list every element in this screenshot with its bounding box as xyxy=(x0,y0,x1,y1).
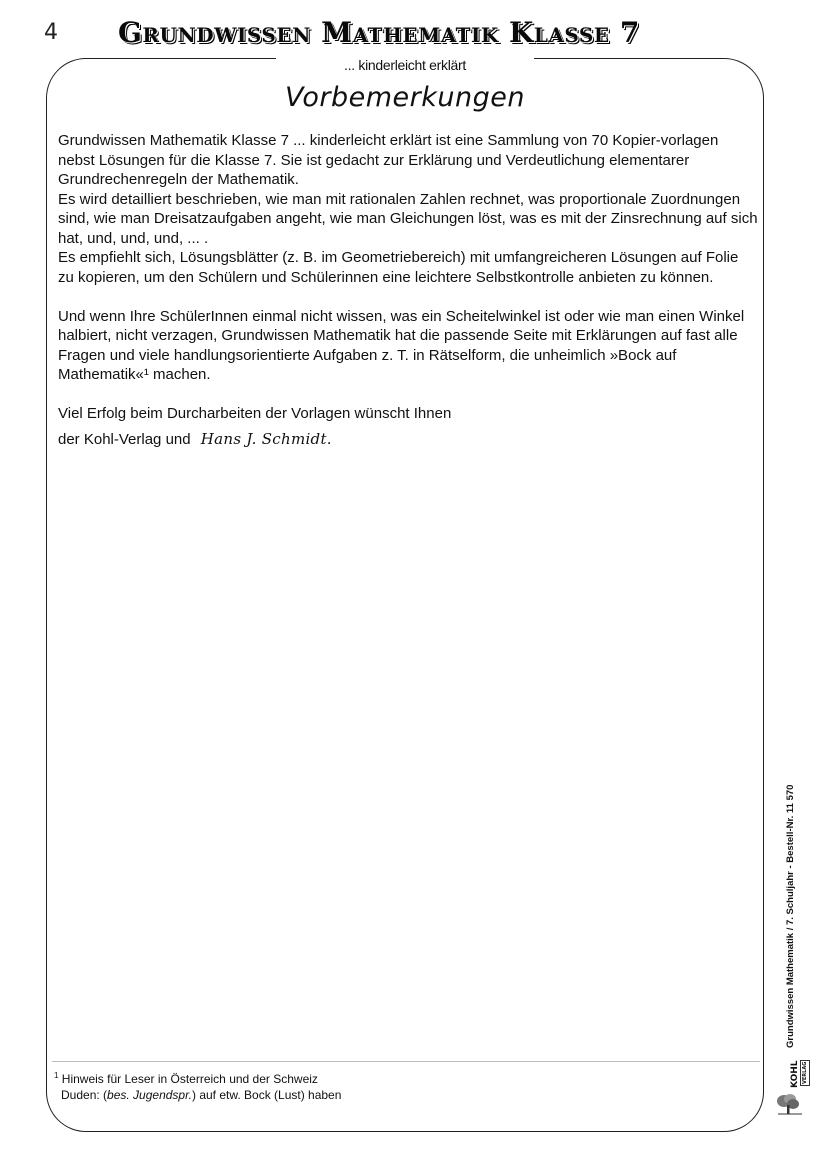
kohl-logo xyxy=(790,1048,812,1088)
footnote-line-1 xyxy=(54,1068,754,1087)
footnote-marker: 1 xyxy=(54,1071,59,1080)
footnote-text-1: Hinweis für Leser in Österreich und der Schweiz xyxy=(61,1072,318,1086)
footnote-divider xyxy=(52,1061,760,1062)
closing-line xyxy=(58,430,758,450)
closing-prefix: der Kohl-Verlag und xyxy=(58,430,191,448)
page-number: 4 xyxy=(44,20,58,45)
body-text xyxy=(58,131,758,449)
tree-icon xyxy=(772,1092,806,1116)
footnote-line-2-suffix: ) auf etw. Bock (Lust) haben xyxy=(191,1088,342,1102)
footnote-line-2-italic: bes. Jugendspr. xyxy=(107,1088,192,1102)
subtitle: ... kinderleicht erklärt xyxy=(344,57,466,73)
header-title: Grundwissen Mathematik Klasse 7 xyxy=(118,16,640,49)
footnote xyxy=(54,1068,754,1103)
paragraph-2: Es wird detailliert beschrieben, wie man mit rationalen Zahlen rechnet, was proportionale Zuordnungen sind, wie man Dreisatzaufgaben angeht, wie man Gleichungen löst, was es mit der Zinsrechnung auf sich hat, und, und, und, ... . xyxy=(58,190,758,247)
paragraph-3: Es empfiehlt sich, Lösungsblätter (z. B. im Geometriebereich) mit umfangreicheren Lösungen auf Folie zu kopieren, um den Schülern und Schülerinnen eine leichtere Selbstkontrolle anbieten zu können. xyxy=(58,249,739,286)
page-heading: Vorbemerkungen xyxy=(285,82,525,113)
paragraph-1: Grundwissen Mathematik Klasse 7 ... kinderleicht erklärt ist eine Sammlung von 70 Kopier-vorlagen nebst Lösungen für die Klasse 7. Sie ist gedacht zur Erklärung und Verdeutlichung elementarer Grundrechenregeln der Mathematik. xyxy=(58,132,719,188)
footnote-line-2-prefix: Duden: ( xyxy=(61,1088,108,1102)
kohl-logo-badge: VERLAG xyxy=(802,1061,808,1084)
sidebar-text: Grundwissen Mathematik / 7. Schuljahr - Bestell-Nr. 11 570 xyxy=(785,784,796,1048)
footnote-line-2 xyxy=(54,1087,754,1103)
paragraph-5: Viel Erfolg beim Durcharbeiten der Vorlagen wünscht Ihnen xyxy=(58,405,452,422)
signature: Hans J. Schmidt. xyxy=(200,429,332,448)
paragraph-4: Und wenn Ihre SchülerInnen einmal nicht wissen, was ein Scheitelwinkel ist oder wie man einen Winkel halbiert, nicht verzagen, Grundwissen Mathematik hat die passende Seite mit Erklärungen auf fast alle Fragen und viele handlungsorientierte Aufgaben z. T. in Rätselform, die unheimlich »Bock auf Mathematik«¹ machen. xyxy=(58,307,745,383)
kohl-logo-text: KOHL xyxy=(790,1060,800,1088)
